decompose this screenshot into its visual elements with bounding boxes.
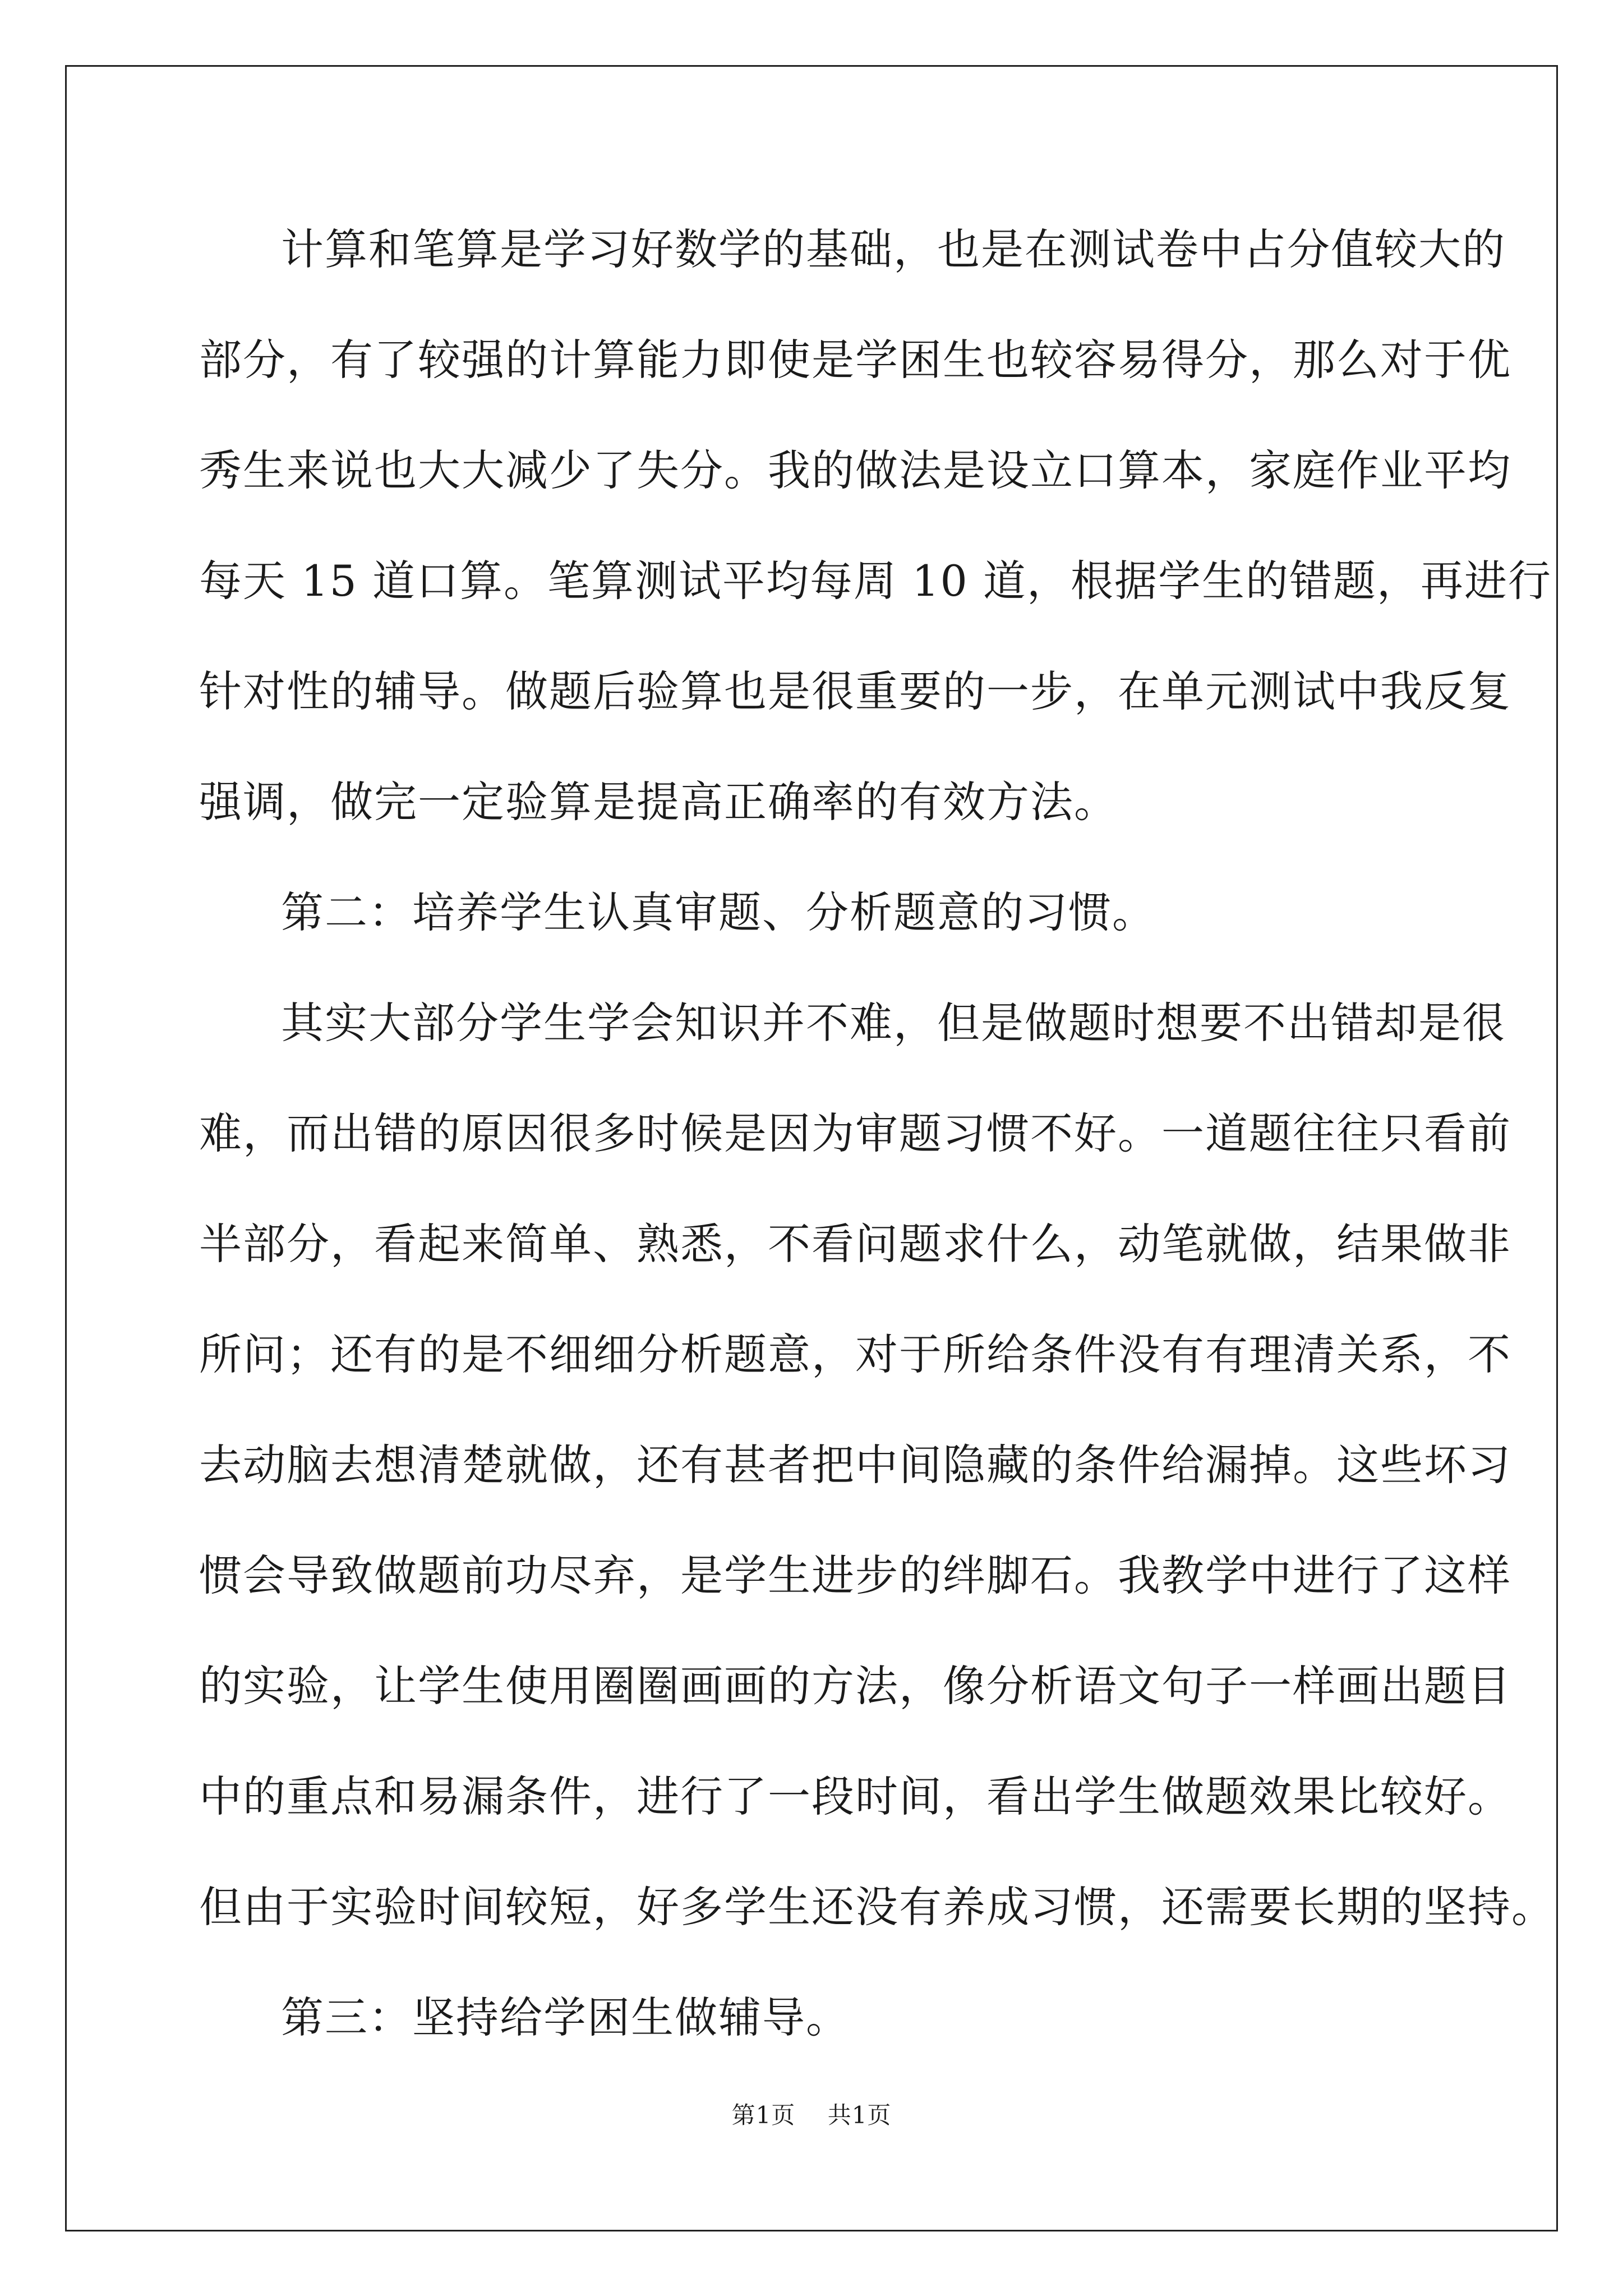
paragraph-line: 每天 15 道口算。笔算测试平均每周 10 道，根据学生的错题，再进行	[199, 556, 1552, 606]
section-heading: 第二：培养学生认真审题、分析题意的习惯。	[281, 887, 1156, 937]
paragraph-line: 所问；还有的是不细细分析题意，对于所给条件没有有理清关系，不	[199, 1329, 1511, 1379]
paragraph-line: 但由于实验时间较短，好多学生还没有养成习惯，还需要长期的坚持。	[199, 1882, 1555, 1932]
paragraph-line: 半部分，看起来简单、熟悉，不看问题求什么，动笔就做，结果做非	[199, 1219, 1511, 1269]
paragraph-line: 计算和笔算是学习好数学的基础，也是在测试卷中占分值较大的	[281, 224, 1506, 274]
paragraph-line: 惯会导致做题前功尽弃，是学生进步的绊脚石。我教学中进行了这样	[199, 1550, 1511, 1600]
page-number: 第1页	[731, 2101, 796, 2129]
paragraph-line: 去动脑去想清楚就做，还有甚者把中间隐藏的条件给漏掉。这些坏习	[199, 1440, 1511, 1490]
paragraph-line: 强调，做完一定验算是提高正确率的有效方法。	[199, 777, 1118, 827]
document-body	[199, 216, 1555, 2095]
section-heading: 第三：坚持给学困生做辅导。	[281, 1993, 850, 2042]
page-footer	[0, 2097, 1623, 2131]
paragraph-line: 的实验，让学生使用圈圈画画的方法，像分析语文句子一样画出题目	[199, 1661, 1511, 1711]
paragraph-line: 中的重点和易漏条件，进行了一段时间，看出学生做题效果比较好。	[199, 1772, 1511, 1821]
paragraph-line: 部分，有了较强的计算能力即使是学困生也较容易得分，那么对于优	[199, 335, 1511, 385]
paragraph-line: 秀生来说也大大减少了失分。我的做法是设立口算本，家庭作业平均	[199, 445, 1511, 495]
paragraph-line: 其实大部分学生学会知识并不难，但是做题时想要不出错却是很	[281, 998, 1506, 1048]
page-total: 共1页	[827, 2101, 892, 2129]
paragraph-line: 难，而出错的原因很多时候是因为审题习惯不好。一道题往往只看前	[199, 1108, 1511, 1158]
paragraph-line: 针对性的辅导。做题后验算也是很重要的一步，在单元测试中我反复	[199, 666, 1511, 716]
